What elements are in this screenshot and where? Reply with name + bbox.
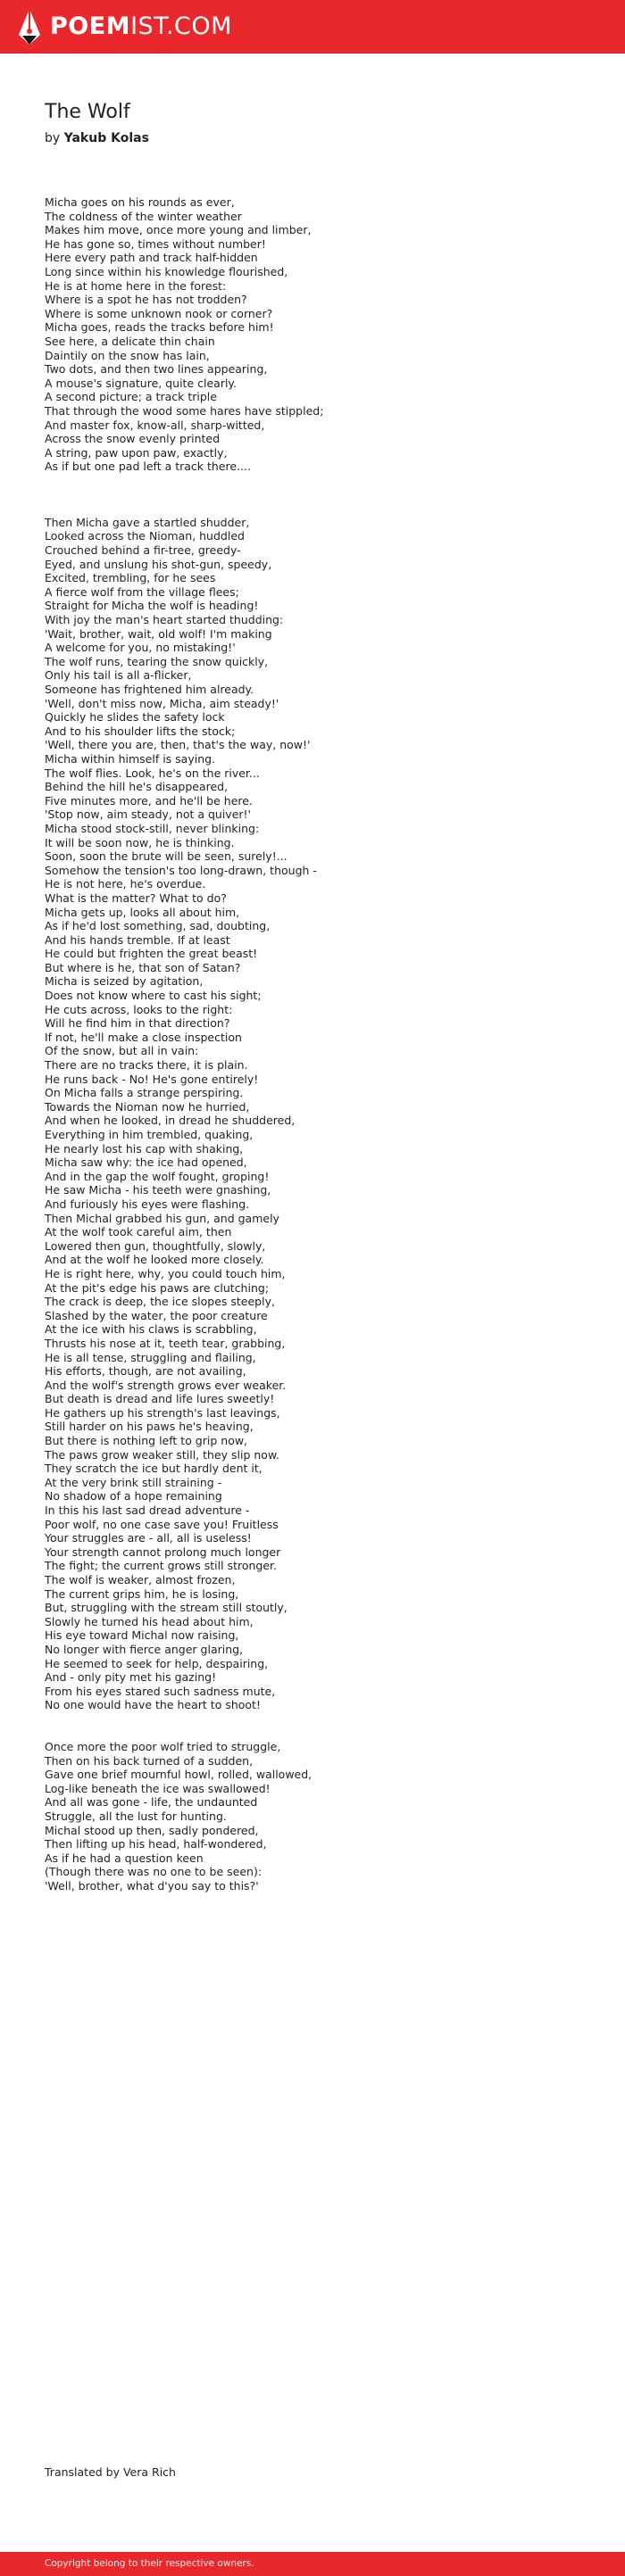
poem-line: As if he'd lost something, sad, doubting, [45,919,271,933]
poem-line: Where is some unknown nook or corner? [45,306,273,320]
poem-line: 'Well, don't miss now, Micha, aim steady!' [45,696,279,710]
poem-line: And master fox, know-all, sharp-witted, [45,418,265,432]
poem-title: The Wolf [45,101,130,123]
poem-line: Long since within his knowledge flourished, [45,264,288,278]
poem-line: Then lifting up his head, half-wondered, [45,1837,267,1851]
poem-line: (Though there was no one to be seen): [45,1865,262,1879]
poem-line: He is all tense, struggling and flailing, [45,1350,256,1364]
poem-line: Struggle, all the lust for hunting. [45,1809,227,1823]
logo-text-bold: POEM [50,12,131,40]
poem-line: He is not here, he's overdue. [45,877,206,891]
poem-line: And the wolf's strength grows ever weaker. [45,1378,287,1392]
poem-line: The coldness of the winter weather [45,209,242,223]
poem-line: Where is a spot he has not trodden? [45,293,247,307]
poem-line: He seemed to seek for help, despairing, [45,1656,269,1670]
poem-line: If not, he'll make a close inspection [45,1030,242,1044]
poem-line: He runs back - No! He's gone entirely! [45,1072,259,1086]
poem-line: Across the snow evenly printed [45,432,221,446]
poem-line: He gathers up his strength's last leavings, [45,1405,280,1420]
poem-line: Once more the poor wolf tried to struggle, [45,1739,281,1753]
poem-line: The current grips him, he is losing, [45,1586,239,1601]
poem-line: And at the wolf he looked more closely. [45,1253,264,1267]
poem-line: Straight for Micha the wolf is heading! [45,599,259,613]
poem-line: He is right here, why, you could touch him, [45,1266,286,1280]
poem-line: Still harder on his paws he's heaving, [45,1420,254,1434]
poem-line: There are no tracks there, it is plain. [45,1058,248,1073]
poem-line: Micha saw why: the ice had opened, [45,1155,247,1170]
poem-line: Gave one brief mournful howl, rolled, wallowed, [45,1768,312,1782]
poem-line: He nearly lost his cap with shaking, [45,1141,244,1155]
poem-line: Micha gets up, looks all about him, [45,905,240,919]
poem-line: Towards the Nioman now he hurried, [45,1099,250,1114]
poem-line: 'Well, there you are, then, that's the way, now!' [45,738,311,752]
poem-line: But where is he, that son of Satan? [45,960,241,974]
poem-line: The fight; the current grows still stronger. [45,1559,277,1573]
poem-line: And when he looked, in dread he shuddered, [45,1114,296,1128]
poem-line: Your strength cannot prolong much longer [45,1545,281,1559]
poem-line: Of the snow, but all in vain: [45,1044,199,1058]
poem-line: Makes him move, once more young and limber, [45,223,312,237]
poem-line: And - only pity met his gazing! [45,1670,217,1685]
poem-line: But death is dread and life lures sweetly! [45,1392,275,1406]
top-bar [0,0,625,54]
poem-line: And to his shoulder lifts the stock; [45,724,236,738]
poem-line: But there is nothing left to grip now, [45,1434,248,1448]
poem-line: Will he find him in that direction? [45,1016,230,1031]
poem-line: Two dots, and then two lines appearing, [45,362,268,377]
poem-line: In this his last sad dread adventure - [45,1503,250,1518]
poem-line: A welcome for you, no mistaking!' [45,641,236,655]
poem-line: Only his tail is all a-flicker, [45,668,192,683]
poem-line: Quickly he slides the safety lock [45,710,225,725]
copyright-text: Copyright belong to their respective owners. [45,2558,254,2569]
by-label: by [45,131,61,145]
poem-line: And his hands tremble. If at least [45,932,230,947]
poem-line: Micha goes on his rounds as ever, [45,195,235,209]
poem-line: Micha goes, reads the tracks before him! [45,320,274,335]
poem-line: On Micha falls a strange perspiring. [45,1086,244,1100]
poem-line: Michal stood up then, sadly pondered, [45,1823,259,1837]
poem-line: A fierce wolf from the village flees; [45,584,239,599]
stanza [45,516,598,1712]
poem-line: No one would have the heart to shoot! [45,1698,261,1712]
poem-line: Then Micha gave a startled shudder, [45,515,250,529]
poem-line: Somehow the tension's too long-drawn, though - [45,863,317,877]
poem-line: Micha stood stock-still, never blinking: [45,821,260,835]
poem-line: Poor wolf, no one case save you! Fruitless [45,1517,279,1531]
site-logo[interactable] [18,8,232,46]
poem-line: Slashed by the water, the poor creature [45,1308,268,1322]
poem-line: The wolf flies. Look, he's on the river... [45,766,260,780]
pen-nib-icon [18,8,41,46]
poem-line: He saw Micha - his teeth were gnashing, [45,1183,271,1197]
poem-line: And furiously his eyes were flashing. [45,1197,250,1211]
poem-line: The crack is deep, the ice slopes steeply, [45,1295,275,1309]
poem-line: And in the gap the wolf fought, groping! [45,1169,270,1183]
poem-line: With joy the man's heart started thudding: [45,613,284,627]
poem-line: At the pit's edge his paws are clutching; [45,1280,270,1295]
poem-line: Your struggles are - all, all is useless! [45,1531,252,1545]
author-link[interactable]: Yakub Kolas [63,131,149,145]
poem-line: A string, paw upon paw, exactly, [45,445,228,460]
poem-line: A mouse's signature, quite clearly. [45,376,238,390]
poem-line: No shadow of a hope remaining [45,1489,222,1503]
poem-line: Then Michal grabbed his gun, and gamely [45,1211,279,1225]
poem-line: Slowly he turned his head about him, [45,1614,254,1628]
poem-line: The wolf runs, tearing the snow quickly, [45,654,269,668]
poem-line: Lowered then gun, thoughtfully, slowly, [45,1238,266,1253]
poem-line: Then on his back turned of a sudden, [45,1753,254,1768]
poem-line: He has gone so, times without number! [45,236,266,251]
stanza [45,195,598,474]
translator-credit: Translated by Vera Rich [45,2465,176,2479]
poem-line: Five minutes more, and he'll be here. [45,793,253,808]
poem-line: Micha within himself is saying. [45,751,216,766]
poem-line: As if but one pad left a track there.... [45,460,251,474]
poem-line: And all was gone - life, the undaunted [45,1795,258,1810]
poem-line: Eyed, and unslung his shot-gun, speedy, [45,557,272,571]
poem-line: But, struggling with the stream still stoutly, [45,1601,288,1615]
poem-line: Excited, trembling, for he sees [45,571,216,585]
logo-text [50,8,232,46]
poem-line: Soon, soon the brute will be seen, surely!... [45,849,288,864]
poem-line: Everything in him trembled, quaking, [45,1128,254,1141]
footer-bar [0,2552,625,2576]
poem-line: 'Stop now, aim steady, not a quiver!' [45,808,251,822]
poem-line: Here every path and track half-hidden [45,251,258,265]
poem-line: The wolf is weaker, almost frozen, [45,1573,236,1586]
poem-line: Looked across the Nioman, huddled [45,529,245,543]
poem-line: His efforts, though, are not availing, [45,1364,246,1379]
poem-line: A second picture; a track triple [45,390,217,404]
poem-line: What is the matter? What to do? [45,890,227,905]
poem-line: He is at home here in the forest: [45,278,227,293]
poem-line: As if he had a question keen [45,1851,204,1865]
poem-body [45,195,598,1893]
poem-line: 'Well, brother, what d'you say to this?' [45,1878,259,1893]
poem-line: At the wolf took careful aim, then [45,1225,232,1239]
poem-line: Log-like beneath the ice was swallowed! [45,1781,271,1795]
poem-line: Does not know where to cast his sight; [45,989,262,1003]
poem-line: From his eyes stared such sadness mute, [45,1684,276,1698]
poem-line: Behind the hill he's disappeared, [45,780,229,794]
poem-line: That through the wood some hares have stippled; [45,403,324,418]
poem-line: Crouched behind a fir-tree, greedy- [45,543,241,558]
poem-line: He could but frighten the great beast! [45,947,258,961]
poem-line: 'Wait, brother, wait, old wolf! I'm making [45,626,272,641]
poem-line: The paws grow weaker still, they slip now. [45,1447,279,1462]
poem-line: Thrusts his nose at it, teeth tear, grabbing, [45,1336,286,1350]
poem-line: He cuts across, looks to the right: [45,1002,233,1016]
poem-line: At the very brink still straining - [45,1475,222,1489]
poem-line: Micha is seized by agitation, [45,974,204,989]
poem-line: At the ice with his claws is scrabbling, [45,1322,257,1337]
poem-line: Someone has frightened him already. [45,683,254,696]
poem-line: No longer with fierce anger glaring, [45,1642,244,1656]
byline [45,129,149,147]
poem-line: See here, a delicate thin chain [45,334,215,348]
poem-line: Daintily on the snow has lain, [45,348,210,362]
poem-line: They scratch the ice but hardly dent it, [45,1462,262,1476]
poem-line: It will be soon now, he is thinking. [45,835,235,849]
stanza [45,1740,598,1893]
poem-line: His eye toward Michal now raising, [45,1628,239,1643]
logo-text-light: IST.COM [130,12,232,40]
